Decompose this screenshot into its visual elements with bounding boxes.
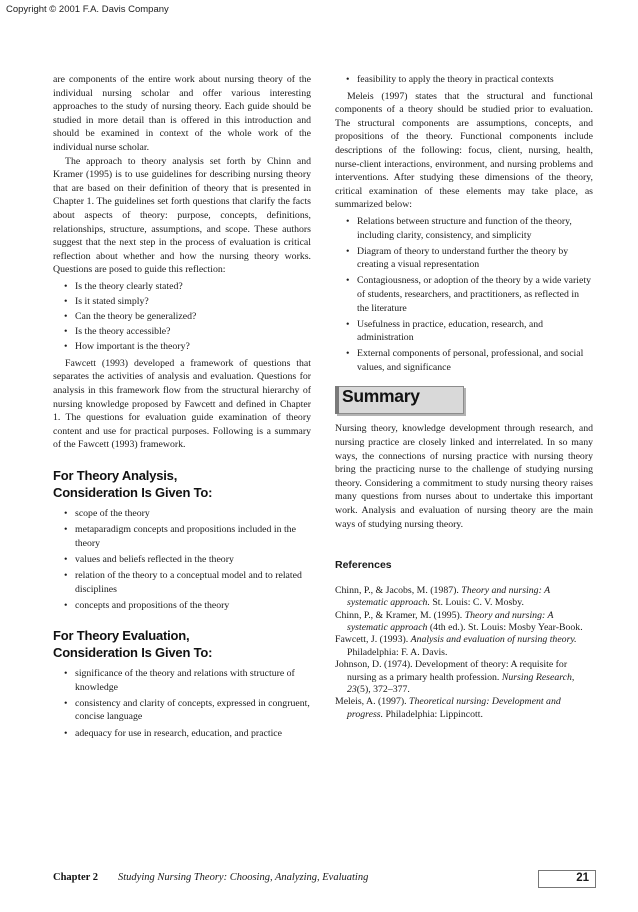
list-item: • metaparadigm concepts and propositions included in the theory	[53, 523, 311, 550]
list-item: • Relations between structure and function of the theory, including clarity, consistency, and simplicity	[335, 215, 593, 242]
reference-text: (5), 372–377.	[356, 684, 410, 696]
reference-text: Philadelphia: Lippincott.	[383, 708, 483, 720]
summary-heading-box	[335, 386, 464, 414]
list-item: • Is the theory accessible?	[53, 325, 311, 339]
list-item: • relation of the theory to a conceptual model and to related disciplines	[53, 569, 311, 596]
analysis-heading-line1: For Theory Analysis,	[53, 468, 178, 484]
evaluation-heading-line2: Consideration Is Given To:	[53, 644, 213, 660]
reference-text: Fawcett, J. (1993).	[335, 634, 411, 646]
reference-text: Johnson, D. (1974). Development of theory: A requisite for nursing as a primary health profession.	[335, 659, 568, 683]
left-column	[53, 73, 311, 743]
list-item: • Is the theory clearly stated?	[53, 280, 311, 294]
reference-text: Chinn, P., & Jacobs, M. (1987).	[335, 584, 462, 596]
page-number-box	[538, 870, 596, 888]
summary-heading: Summary	[342, 386, 420, 407]
references-heading: References	[335, 559, 392, 572]
reference-item	[335, 585, 593, 610]
references-list	[335, 585, 593, 721]
meleis-list	[335, 215, 593, 375]
list-item: • adequacy for use in research, education, and practice	[53, 727, 311, 741]
reference-title: Analysis and evaluation of nursing theory.	[410, 634, 577, 646]
list-item: • How important is the theory?	[53, 340, 311, 354]
right-column	[335, 73, 593, 721]
analysis-heading-line2: Consideration Is Given To:	[53, 484, 213, 500]
evaluation-list	[53, 667, 311, 740]
reference-title: Theory and nursing: A systematic approach.	[347, 584, 550, 609]
list-item: • Diagram of theory to understand further the theory by creating a visual representation	[335, 245, 593, 272]
analysis-heading	[53, 468, 311, 501]
page-footer	[0, 871, 638, 887]
list-item: • External components of personal, professional, and social values, and significance	[335, 347, 593, 374]
list-item: • significance of the theory and relations with structure of knowledge	[53, 667, 311, 694]
list-item: • Usefulness in practice, education, research, and administration	[335, 318, 593, 345]
reference-item	[335, 696, 593, 721]
list-item: • scope of the theory	[53, 507, 311, 521]
list-item: • Is it stated simply?	[53, 295, 311, 309]
evaluation-heading	[53, 628, 311, 661]
meleis-paragraph: Meleis (1997) states that the structural and functional components of a theory should be studied prior to evaluation. The structural components are assumptions, concepts, and propositions of the theory. Functional components include descriptions of the following: focus, client, nursing, health, nurse-client interactions, environment, and nursing problems and interventions. After studying these dimensions of the theory, critical examination of these elements may take place, as summarized below:	[335, 90, 593, 211]
summary-paragraph: Nursing theory, knowledge development through research, and nursing practice are closely linked and interrelated. In so many ways, the connections of nursing practice with nursing theory bring the practicing nurse to the challenge of studying nursing theory. Considering a commitment to study nursing theory raises many questions from nurses about to undertake this important work. Analysis and evaluation of nursing theory are the main ways of studying nursing theory.	[335, 423, 593, 530]
evaluation-list-continued	[335, 73, 593, 87]
intro-paragraph: are components of the entire work about nursing theory of the individual nursing scholar and offer various interesting approaches to the study of nursing theory. Each guide should be studied in more detail than is offered in this introduction and should be examined in context of the whole work of the individual nurse scholar.	[53, 74, 311, 153]
reference-title: Nursing Research, 23	[347, 671, 575, 696]
reflection-questions-list	[53, 280, 311, 354]
reference-text: (4th ed.). St. Louis: Mosby Year-Book.	[427, 622, 583, 634]
reference-text: Philadelphia: F. A. Davis.	[347, 646, 448, 658]
list-item: • consistency and clarity of concepts, expressed in congruent, concise language	[53, 697, 311, 724]
reference-title: Theory and nursing: A systematic approach	[347, 609, 554, 634]
page-number: 21	[576, 872, 589, 884]
reference-item	[335, 659, 593, 696]
analysis-list	[53, 507, 311, 612]
list-item: • values and beliefs reflected in the theory	[53, 553, 311, 567]
chinn-kramer-paragraph: The approach to theory analysis set forth by Chinn and Kramer (1995) is to use guidelines for describing nursing theory that are based on their definition of theory that is presented in Chapter 1. The guidelines set forth questions that clarify the facts about aspects of theory: purpose, concepts, definitions, relationships, structure, assumptions, and scope. These authors suggest that the next step in the process of evaluation is critical reflection about whether and how the nursing theory works. Questions are posed to guide this reflection:	[53, 155, 311, 276]
evaluation-heading-line1: For Theory Evaluation,	[53, 628, 190, 644]
reference-text: St. Louis: C. V. Mosby.	[429, 597, 524, 609]
chapter-number: Chapter 2	[53, 872, 99, 883]
list-item: • Contagiousness, or adoption of the theory by a wide variety of students, researchers, and practitioners, as reflected in the literature	[335, 274, 593, 315]
list-item: • feasibility to apply the theory in practical contexts	[335, 73, 593, 87]
reference-text: Chinn, P., & Kramer, M. (1995).	[335, 609, 465, 621]
reference-text: Meleis, A. (1997).	[335, 696, 410, 708]
list-item: • Can the theory be generalized?	[53, 310, 311, 324]
chapter-title: Studying Nursing Theory: Choosing, Analyzing, Evaluating	[118, 872, 369, 883]
list-item: • concepts and propositions of the theory	[53, 599, 311, 613]
copyright-notice: Copyright © 2001 F.A. Davis Company	[6, 4, 169, 15]
fawcett-paragraph: Fawcett (1993) developed a framework of questions that separates the activities of analysis and evaluation. Questions for analysis in this framework flow from the structural hierarchy of nursing knowledge proposed by Fawcett and defined in Chapter 1. The questions for evaluation guide examination of theory content and use for practical purposes. Following is a summary of the Fawcett (1993) framework.	[53, 357, 311, 451]
reference-title: Theoretical nursing: Development and progress.	[347, 696, 561, 720]
reference-item	[335, 610, 593, 635]
reference-item	[335, 634, 593, 659]
